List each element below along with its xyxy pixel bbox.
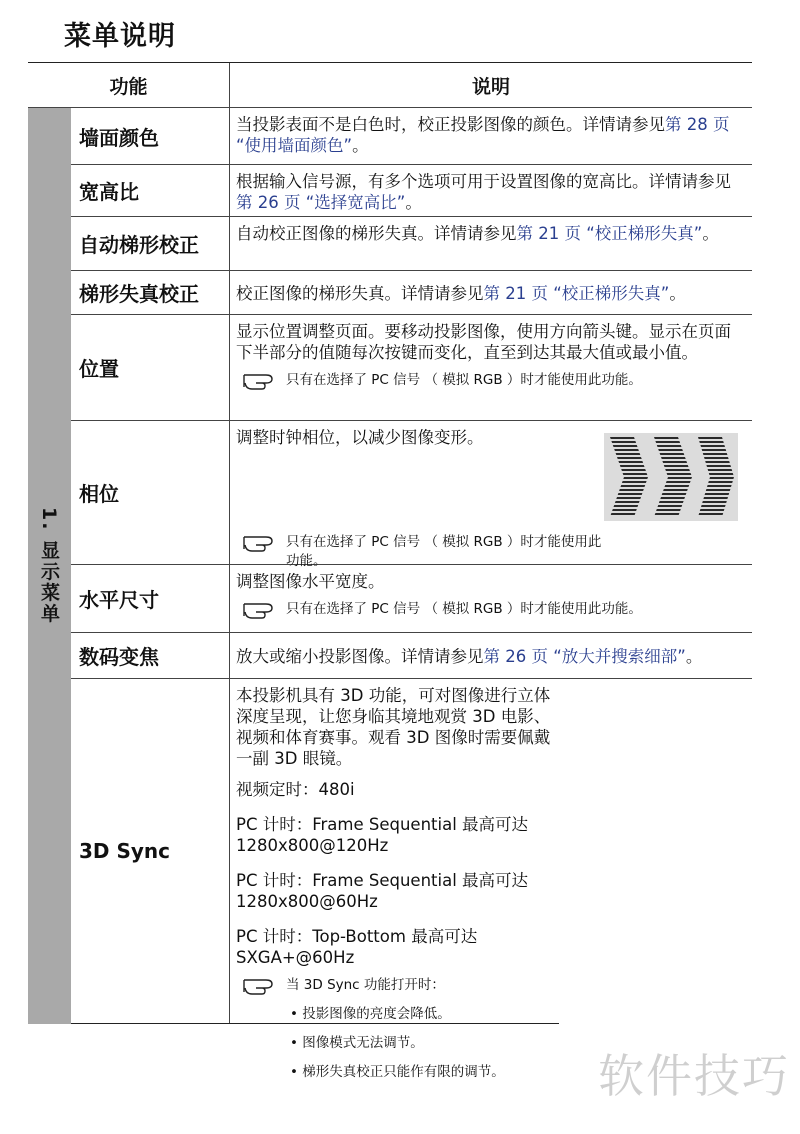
row-auto-keystone — [71, 217, 752, 271]
function-name: 相位 — [79, 482, 119, 506]
description-text: 校正图像的梯形失真。详情请参见 — [236, 284, 484, 303]
row-position — [71, 315, 752, 421]
pointing-hand-icon — [242, 596, 278, 620]
function-name: 水平尺寸 — [79, 588, 159, 612]
function-description — [229, 565, 752, 632]
pointing-hand-icon — [242, 367, 278, 391]
description-text: 放大或缩小投影图像。详情请参见 — [236, 647, 484, 666]
section-sidebar — [28, 108, 71, 1024]
timing-line: 视频定时：480i — [236, 780, 355, 799]
header-description: 说明 — [229, 63, 752, 107]
page-link[interactable]: 第 21 页 “校正梯形失真” — [516, 224, 703, 243]
table-header — [28, 62, 752, 108]
function-name: 3D Sync — [79, 839, 171, 863]
function-name: 位置 — [79, 357, 119, 381]
timing-line: PC 计时：Top-Bottom 最高可达 SXGA+@60Hz — [236, 927, 478, 967]
note-text: 只有在选择了 PC 信号 （ 模拟 RGB ）时才能使用此功能。 — [286, 534, 602, 569]
function-name: 数码变焦 — [79, 645, 159, 669]
header-function: 功能 — [109, 75, 148, 98]
timing-line: PC 计时：Frame Sequential 最高可达 1280x800@60Hz — [236, 871, 529, 911]
function-description — [229, 315, 752, 420]
timing-line: PC 计时：Frame Sequential 最高可达 1280x800@120Hz — [236, 815, 529, 855]
section-label: 1. 显示菜单 — [38, 507, 60, 625]
row-aspect-ratio — [71, 165, 752, 217]
description-text: 本投影机具有 3D 功能，可对图像进行立体深度呈现，让您身临其境地观赏 3D 电影、视频和体育赛事。观看 3D 图像时需要佩戴一副 3D 眼镜。 — [236, 686, 551, 768]
menu-table — [28, 62, 752, 1080]
page-link[interactable]: 第 28 页 “使用墙面颜色” — [236, 115, 730, 155]
row-3d-sync — [71, 679, 559, 1080]
function-description — [229, 217, 752, 270]
row-keystone — [71, 271, 752, 315]
page-link[interactable]: 第 21 页 “校正梯形失真” — [483, 284, 670, 303]
bullet-item: • 图像模式无法调节。 — [290, 1035, 424, 1051]
description-tail: 。 — [352, 136, 369, 155]
function-description — [229, 108, 752, 164]
description-tail: 。 — [685, 647, 703, 666]
note-title: 当 3D Sync 功能打开时： — [286, 977, 445, 993]
bullet-item: • 梯形失真校正只能作有限的调节。 — [290, 1064, 505, 1080]
row-phase — [71, 421, 752, 569]
description-tail: 。 — [702, 224, 719, 243]
function-name: 梯形失真校正 — [79, 282, 199, 306]
page-link[interactable]: 第 26 页 “选择宽高比” — [236, 193, 406, 212]
row-wall-color — [71, 108, 752, 165]
function-name: 自动梯形校正 — [79, 233, 199, 257]
phase-pattern-image — [604, 433, 738, 521]
watermark: 软件技巧 — [598, 1049, 790, 1103]
pointing-hand-icon — [242, 972, 278, 996]
function-description — [229, 165, 752, 216]
description-tail: 。 — [405, 193, 422, 212]
bullet-item: • 投影图像的亮度会降低。 — [290, 1006, 451, 1022]
description-tail: 。 — [669, 284, 686, 303]
function-description — [229, 679, 559, 1080]
description-text: 显示位置调整页面。要移动投影图像，使用方向箭头键。显示在页面下半部分的值随每次按键而变化，直至到达其最大值或最小值。 — [236, 322, 731, 362]
row-digital-zoom — [71, 633, 752, 679]
note — [236, 976, 551, 995]
description-text: 自动校正图像的梯形失真。详情请参见 — [236, 224, 517, 243]
description-text: 调整时钟相位，以减少图像变形。 — [236, 428, 484, 447]
function-name: 宽高比 — [79, 180, 139, 204]
description-text: 调整图像水平宽度。 — [236, 572, 385, 591]
note — [236, 600, 744, 619]
note-text: 只有在选择了 PC 信号 （ 模拟 RGB ）时才能使用此功能。 — [286, 372, 642, 388]
function-name: 墙面颜色 — [79, 125, 159, 150]
function-description — [229, 271, 752, 314]
page-link[interactable]: 第 26 页 “放大并搜索细部” — [483, 647, 686, 666]
pointing-hand-icon — [242, 529, 278, 553]
function-description — [229, 633, 752, 678]
description-text: 当投影表面不是白色时，校正投影图像的颜色。详情请参见 — [236, 115, 665, 134]
page-title: 菜单说明 — [64, 21, 176, 52]
function-description — [229, 421, 752, 569]
row-horizontal-size — [71, 565, 752, 633]
description-text: 根据输入信号源，有多个选项可用于设置图像的宽高比。详情请参见 — [236, 172, 731, 191]
note-text: 只有在选择了 PC 信号 （ 模拟 RGB ）时才能使用此功能。 — [286, 601, 642, 617]
note — [236, 371, 744, 390]
